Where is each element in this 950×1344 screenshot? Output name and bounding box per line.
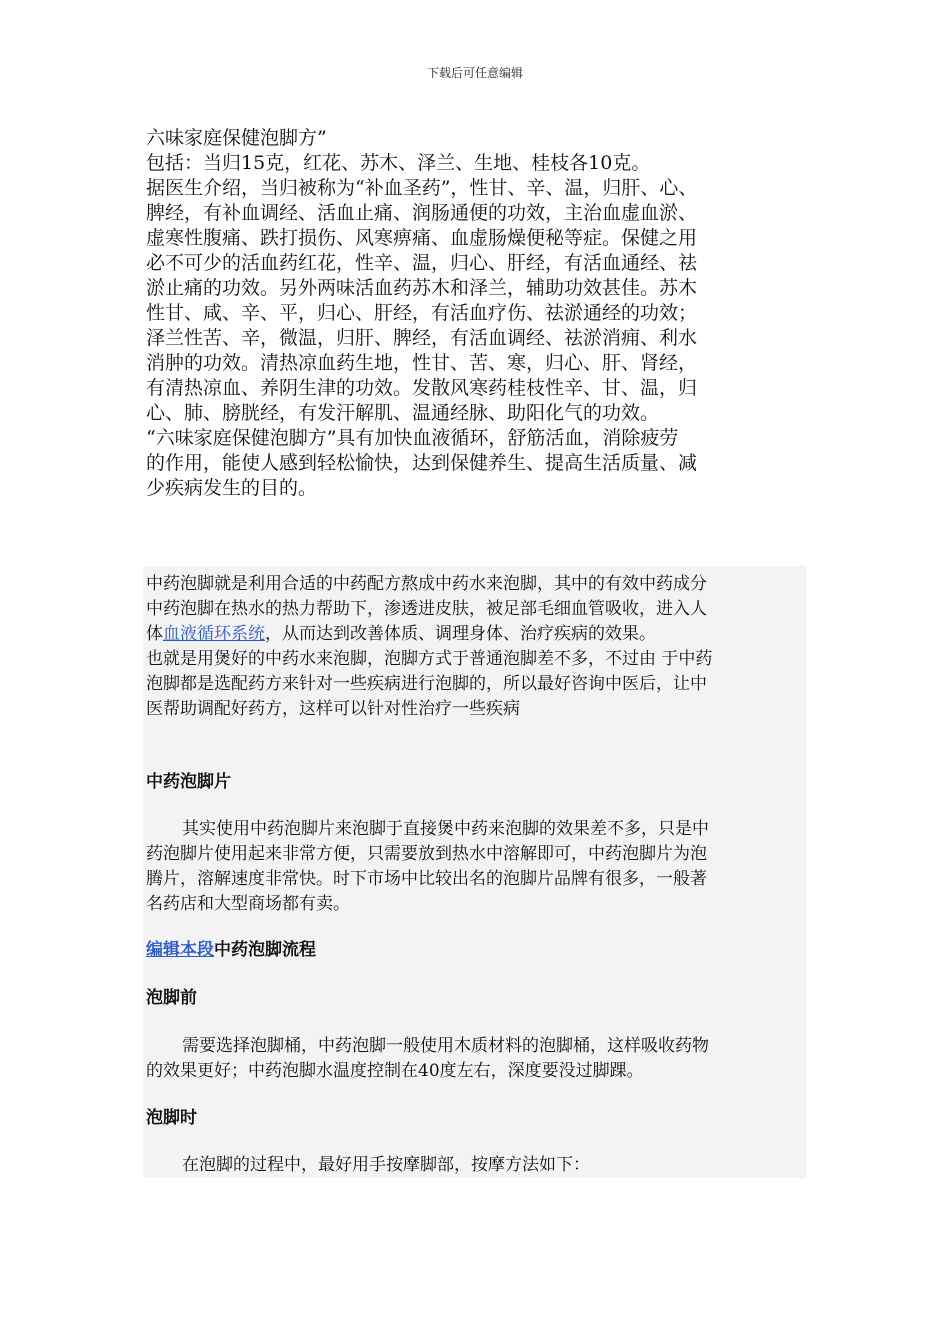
text-line: 其实使用中药泡脚片来泡脚于直接煲中药来泡脚的效果差不多，只是中 [182, 819, 709, 839]
text-line: 腾片，溶解速度非常快。时下市场中比较出名的泡脚片品牌有很多，一般著 [146, 869, 707, 889]
text-line: 药泡脚片使用起来非常方便，只需要放到热水中溶解即可，中药泡脚片为泡 [146, 844, 707, 864]
text-line: 消肿的功效。清热凉血药生地，性甘、苦、寒，归心、肝、肾经， [146, 352, 698, 374]
heading-during-bath: 泡脚时 [146, 1108, 197, 1128]
heading-footbath-process [146, 938, 316, 962]
text-line: 医帮助调配好药方，这样可以针对性治疗一些疾病 [146, 699, 520, 719]
text-line: 的效果更好；中药泡脚水温度控制在40度左右，深度要没过脚踝。 [146, 1061, 644, 1081]
text-line: 脾经，有补血调经、活血止痛、润肠通便的功效，主治血虚血淤、 [146, 202, 698, 224]
paragraph-before-bath [146, 1034, 802, 1084]
heading-before-bath: 泡脚前 [146, 988, 197, 1008]
edit-section-link[interactable]: 编辑本段 [146, 940, 214, 960]
section-six-herb-formula [146, 126, 826, 501]
paragraph-during-bath [146, 1153, 802, 1178]
text-line: 需要选择泡脚桶，中药泡脚一般使用木质材料的泡脚桶，这样吸收药物 [182, 1036, 709, 1056]
text-line: 必不可少的活血药红花，性辛、温，归心、肝经，有活血通经、祛 [146, 252, 698, 274]
paragraph-footbath-tablet [146, 817, 802, 917]
text-line: 的作用，能使人感到轻松愉快，达到保健养生、提高生活质量、减 [146, 452, 698, 474]
text-line: 在泡脚的过程中，最好用手按摩脚部，按摩方法如下： [182, 1155, 590, 1175]
text-line: 六味家庭保健泡脚方” [146, 127, 327, 149]
text-line: 虚寒性腹痛、跌打损伤、风寒痹痛、血虚肠燥便秘等症。保健之用 [146, 227, 698, 249]
section-herbal-footbath-intro [146, 572, 806, 722]
heading-footbath-tablet: 中药泡脚片 [146, 772, 231, 792]
text-line: “六味家庭保健泡脚方”具有加快血液循环，舒筋活血，消除疲劳 [146, 427, 679, 449]
text-line: 泽兰性苦、辛，微温，归肝、脾经，有活血调经、祛淤消痈、利水 [146, 327, 698, 349]
text-line: 淤止痛的功效。另外两味活血药苏木和泽兰，辅助功效甚佳。苏木 [146, 277, 698, 299]
text-line: 泡脚都是选配药方来针对一些疾病进行泡脚的，所以最好咨询中医后，让中 [146, 674, 707, 694]
text-line: 少疾病发生的目的。 [146, 477, 318, 499]
text-line: 据医生介绍，当归被称为“补血圣药”，性甘、辛、温，归肝、心、 [146, 177, 698, 199]
text-line: 有清热凉血、养阴生津的功效。发散风寒药桂枝性辛、甘、温，归 [146, 377, 698, 399]
page-header: 下载后可任意编辑 [426, 66, 523, 80]
blood-circulation-link[interactable]: 血液循环系统 [163, 624, 265, 644]
text-line: 也就是用煲好的中药水来泡脚，泡脚方式于普通泡脚差不多，不过由 于中药 [146, 649, 713, 669]
text-segment: ，从而达到改善体质、调理身体、治疗疾病的效果。 [265, 624, 656, 644]
text-segment: 体 [146, 624, 163, 644]
text-line: 名药店和大型商场都有卖。 [146, 894, 350, 914]
heading-text: 中药泡脚流程 [214, 940, 316, 960]
text-line: 包括：当归15克，红花、苏木、泽兰、生地、桂枝各10克。 [146, 152, 651, 174]
text-line: 性甘、咸、辛、平，归心、肝经，有活血疗伤、祛淤通经的功效； [146, 302, 698, 324]
text-line: 心、肺、膀胱经，有发汗解肌、温通经脉、助阳化气的功效。 [146, 402, 660, 424]
text-line: 中药泡脚在热水的热力帮助下，渗透进皮肤，被足部毛细血管吸收，进入人 [146, 599, 707, 619]
text-line: 中药泡脚就是利用合适的中药配方熬成中药水来泡脚，其中的有效中药成分 [146, 574, 707, 594]
text-line [146, 622, 806, 647]
